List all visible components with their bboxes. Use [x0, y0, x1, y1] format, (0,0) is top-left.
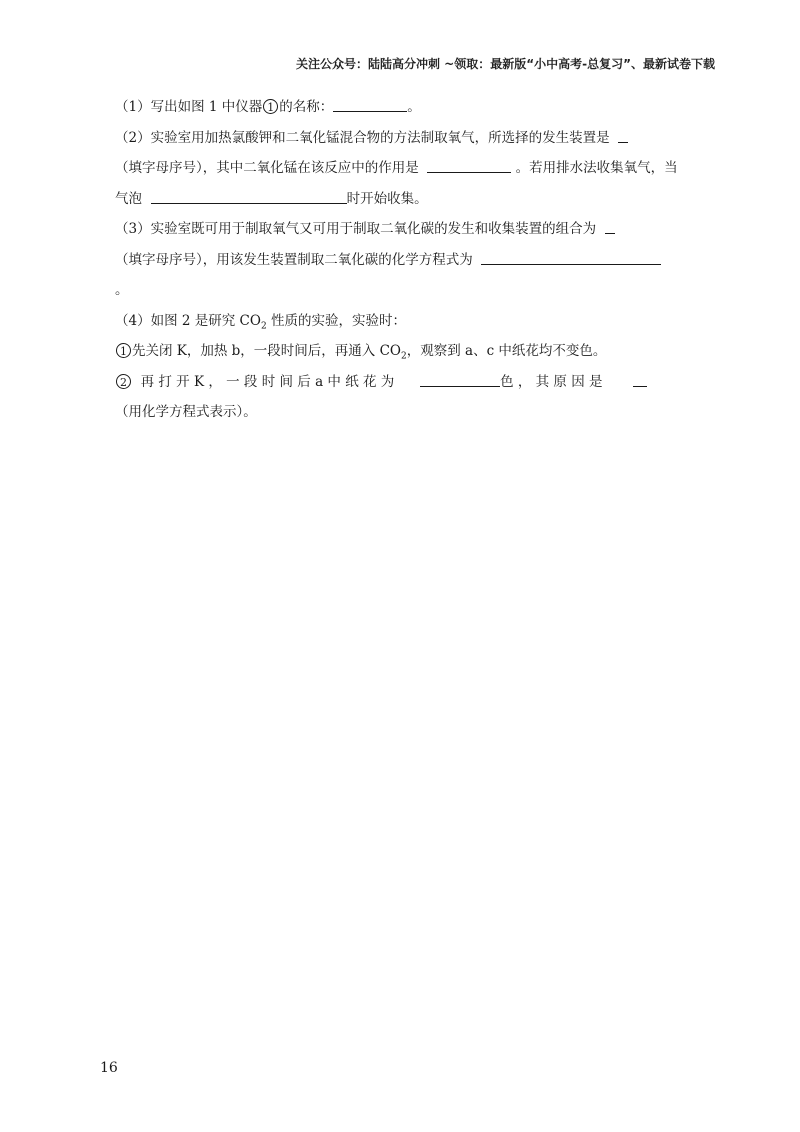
page-number: 16	[100, 1060, 118, 1076]
question-2-line-2	[115, 153, 710, 184]
question-2-line-3	[115, 184, 710, 215]
circled-number-1: 1	[116, 343, 131, 358]
q2-text-2a: （填字母序号），其中二氧化锰在该反应中的作用是	[115, 160, 419, 176]
answer-blank[interactable]	[481, 249, 661, 265]
subscript-2: 2	[401, 351, 407, 362]
circled-number-1: 1	[263, 99, 278, 114]
step2-text-a: 再 打 开 K ， 一 段 时 间 后 a 中 纸 花 为	[140, 373, 395, 390]
answer-blank[interactable]	[633, 371, 647, 387]
step2-text-b: 色 ， 其 原 因 是	[500, 373, 603, 390]
page-header: 关注公众号：陆陆高分冲刺 ~领取：最新版“小中高考-总复习”、最新试卷下载	[296, 57, 715, 71]
answer-blank[interactable]	[333, 96, 407, 112]
step2-text-2: （用化学方程式表示）。	[115, 404, 257, 420]
q3-text-3: 。	[115, 282, 129, 298]
answer-blank[interactable]	[605, 218, 615, 234]
question-3-line-1	[115, 214, 710, 245]
q4-text-a: （4）如图 2 是研究 CO	[115, 312, 261, 329]
step-2-line-1	[115, 367, 710, 398]
q1-text-b: 的名称：	[279, 99, 334, 115]
answer-blank[interactable]	[618, 127, 628, 143]
q3-text-1: （3）实验室既可用于制取氧气又可用于制取二氧化碳的发生和收集装置的组合为	[115, 221, 597, 237]
subscript-2: 2	[260, 321, 267, 332]
question-3-line-2	[115, 245, 710, 276]
q2-text-1: （2）实验室用加热氯酸钾和二氧化锰混合物的方法制取氧气，所选择的发生装置是	[115, 129, 610, 146]
q2-text-2b: 。若用排水法收集氧气，当	[515, 160, 678, 176]
step1-text-a: 先关闭 K，加热 b，一段时间后，再通入 CO	[132, 343, 401, 359]
q3-text-2: （填字母序号），用该发生装置制取二氧化碳的化学方程式为	[115, 251, 473, 268]
step-2-line-2	[115, 397, 710, 428]
answer-blank[interactable]	[151, 188, 347, 204]
answer-blank[interactable]	[420, 371, 500, 387]
step1-text-b: ，观察到 a、c 中纸花均不变色。	[406, 343, 607, 359]
q2-text-3a: 气泡	[115, 190, 142, 207]
q1-text-a: （1）写出如图 1 中仪器	[115, 99, 263, 115]
question-4	[115, 306, 710, 337]
q4-text-b: 性质的实验，实验时：	[266, 312, 406, 329]
step-1	[115, 336, 710, 367]
circled-number-2: 2	[116, 374, 131, 389]
question-2-line-1	[115, 123, 710, 154]
q1-text-c: 。	[407, 99, 421, 115]
question-1	[115, 92, 710, 123]
question-3-line-3	[115, 275, 710, 306]
answer-blank[interactable]	[427, 157, 511, 173]
question-content	[115, 92, 710, 428]
q2-text-3b: 时开始收集。	[346, 190, 428, 207]
